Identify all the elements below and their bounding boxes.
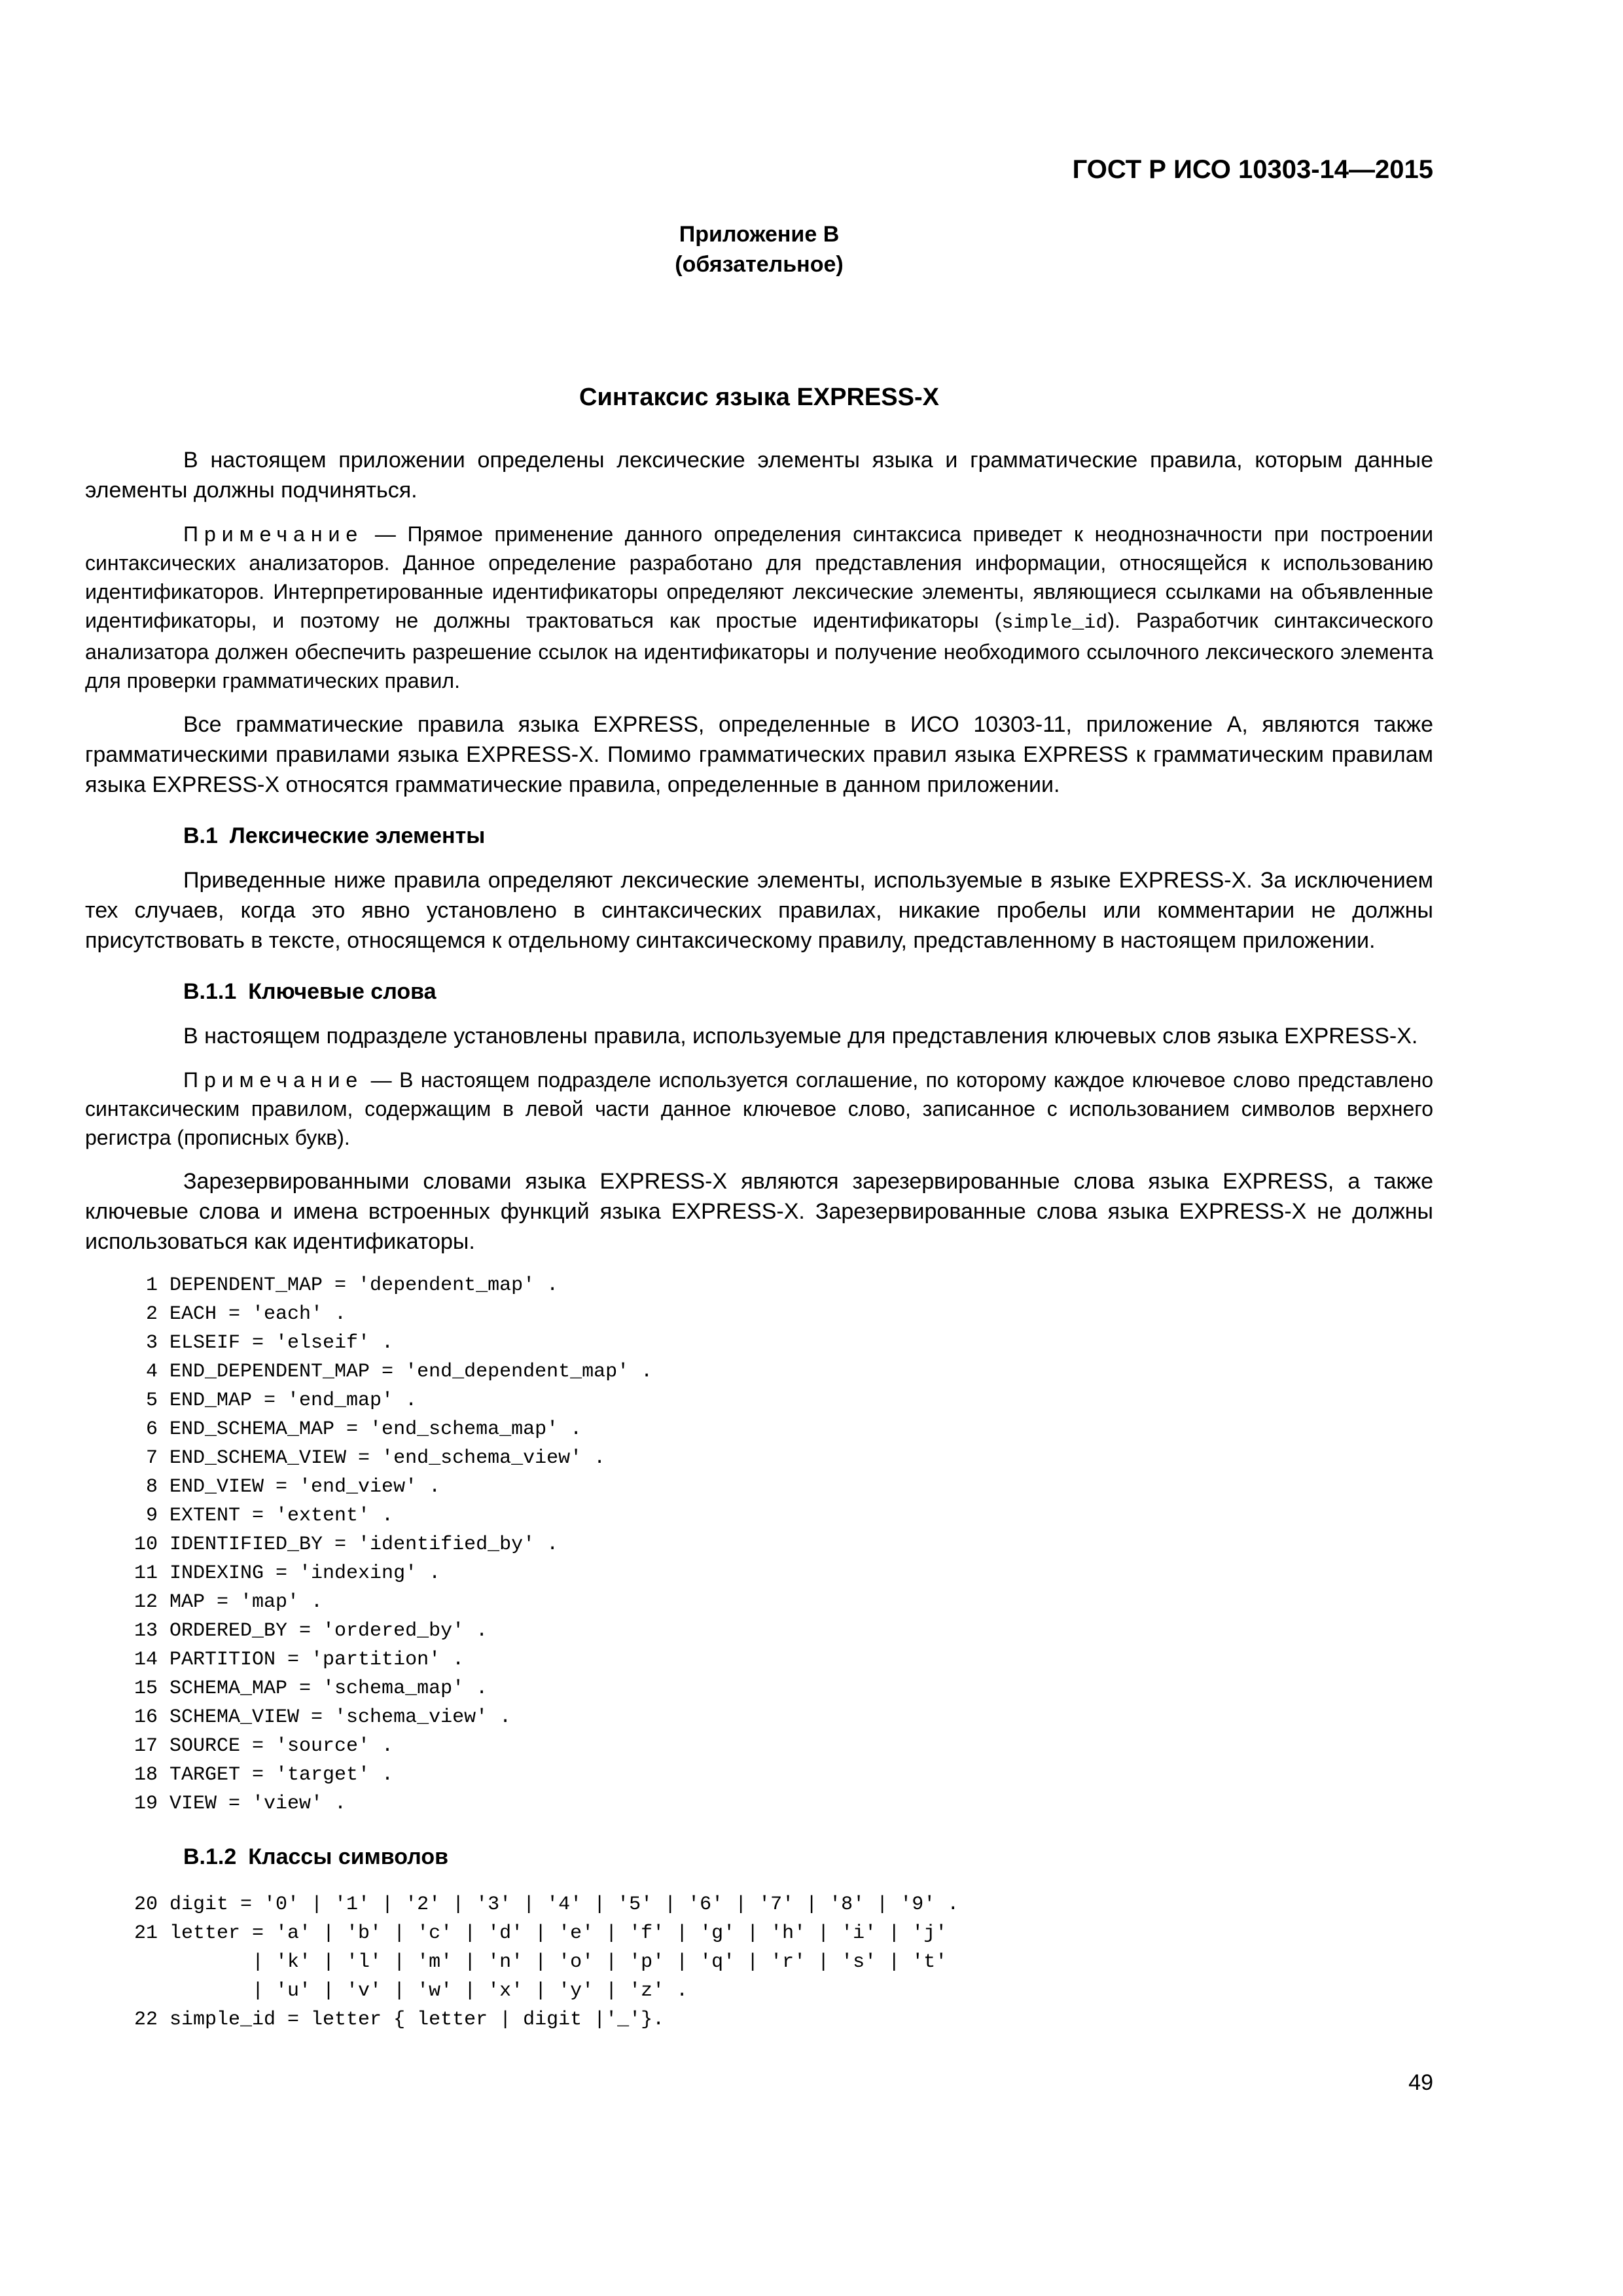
annex-title: Синтаксис языка EXPRESS-X [579,384,939,411]
annex-heading [85,219,1433,279]
code-line: 17 SOURCE = 'source' . [134,1735,394,1757]
code-line: 16 SCHEMA_VIEW = 'schema_view' . [134,1706,512,1729]
code-line: 4 END_DEPENDENT_MAP = 'end_dependent_map' . [134,1361,653,1383]
page-number: 49 [1408,2070,1433,2095]
code-line: 20 digit = '0' | '1' | '2' | '3' | '4' | '5' | '6' | '7' | '8' | '9' . [134,1893,959,1916]
inline-code-simple-id: simple_id [1001,612,1108,634]
code-line: 18 TARGET = 'target' . [134,1764,394,1786]
code-line: 5 END_MAP = 'end_map' . [134,1390,418,1412]
section-number: В.1.1 [183,979,237,1004]
paragraph-grammar-rules: Все грамматические правила языка EXPRESS, определенные в ИСО 10303-11, приложение А, являются также грамматическими правилами языка EXPRESS-X. Помимо грамматических правил языка EXPRESS к грамматическим правилам языка EXPRESS-X относятся грамматические правила, определенные в данном приложении. [85,712,1433,797]
section-number: В.1.2 [183,1844,237,1869]
code-line: 9 EXTENT = 'extent' . [134,1505,394,1527]
note-1-lead: Примечание [183,522,364,546]
code-block-keywords [85,1271,1433,1818]
code-line: 12 MAP = 'map' . [134,1591,323,1613]
paragraph-reserved-words: Зарезервированными словами языка EXPRESS-X являются зарезервированные слова языка EXPRESS, а также ключевые слова и имена встроенных функций языка EXPRESS-X. Зарезервированные слова языка EXPRESS-X не должны использоваться как идентификаторы. [85,1169,1433,1254]
running-header: ГОСТ Р ИСО 10303-14—2015 [1072,155,1433,184]
code-line: 10 IDENTIFIED_BY = 'identified_by' . [134,1534,559,1556]
annex-status: (обязательное) [675,252,844,277]
note-2-text: — В настоящем подразделе используется соглашение, по которому каждое ключевое слово представлено синтаксическим правилом, содержащим в левой части данное ключевое слово, записанное с использованием символов верхнего регистра (прописных букв). [85,1068,1433,1149]
code-line: 19 VIEW = 'view' . [134,1793,347,1815]
note-2-lead: Примечание [183,1068,364,1092]
code-line: 6 END_SCHEMA_MAP = 'end_schema_map' . [134,1418,582,1441]
paragraph-lexical-intro: Приведенные ниже правила определяют лексические элементы, используемые в языке EXPRESS-X. За исключением тех случаев, когда это явно установлено в синтаксических правилах, никакие пробелы или комментарии не должны присутствовать в тексте, относящемся к отдельному синтаксическому правилу, представленному в настоящем приложении. [85,868,1433,953]
annex-label: Приложение В [679,222,840,247]
code-line: 7 END_SCHEMA_VIEW = 'end_schema_view' . [134,1447,606,1469]
code-line: 2 EACH = 'each' . [134,1303,347,1325]
code-block-character-classes [85,1890,1433,2034]
code-line: 13 ORDERED_BY = 'ordered_by' . [134,1620,488,1642]
paragraph-intro: В настоящем приложении определены лексические элементы языка и грамматические правила, которым данные элементы должны подчиняться. [85,448,1433,503]
section-number: В.1 [183,823,218,848]
note-1-text: — Прямое применение данного определения синтаксиса приведет к неоднозначности при построении синтаксических анализаторов. Данное определение разработано для представления информации, относящейся к использованию идентификаторов. Интерпретированные идентификаторы определяют лексические элементы, являющиеся ссылками на объявленные идентификаторы, и поэтому не должны трактоваться как простые идентификаторы ( [85,522,1433,632]
section-title: Лексические элементы [229,823,486,848]
section-heading-b1-1 [85,977,1433,1007]
note-2 [85,1066,1433,1152]
section-title: Ключевые слова [248,979,437,1004]
code-line: 22 simple_id = letter { letter | digit |'_'}. [134,2009,665,2031]
code-line: 21 letter = 'a' | 'b' | 'c' | 'd' | 'e' | 'f' | 'g' | 'h' | 'i' | 'j' [134,1922,948,1945]
code-line: 3 ELSEIF = 'elseif' . [134,1332,394,1354]
code-line: 11 INDEXING = 'indexing' . [134,1562,441,1585]
code-line: | 'k' | 'l' | 'm' | 'n' | 'o' | 'p' | 'q' | 'r' | 's' | 't' [134,1951,948,1973]
code-line: 15 SCHEMA_MAP = 'schema_map' . [134,1677,488,1700]
code-line: 14 PARTITION = 'partition' . [134,1649,465,1671]
code-line: 8 END_VIEW = 'end_view' . [134,1476,441,1498]
note-1 [85,520,1433,695]
note-1-text-after: ). Разработчик синтаксического анализатора должен обеспечить разрешение ссылок на идентификаторы и получение необходимого ссылочного лексического элемента для проверки грамматических правил. [85,609,1434,692]
paragraph-keywords-intro: В настоящем подразделе установлены правила, используемые для представления ключевых слов языка EXPRESS-X. [183,1024,1418,1049]
section-heading-b1-2 [85,1842,1433,1872]
section-heading-b1 [85,821,1433,851]
code-line: 1 DEPENDENT_MAP = 'dependent_map' . [134,1274,559,1297]
code-line: | 'u' | 'v' | 'w' | 'x' | 'y' | 'z' . [134,1980,688,2002]
section-title: Классы символов [248,1844,448,1869]
